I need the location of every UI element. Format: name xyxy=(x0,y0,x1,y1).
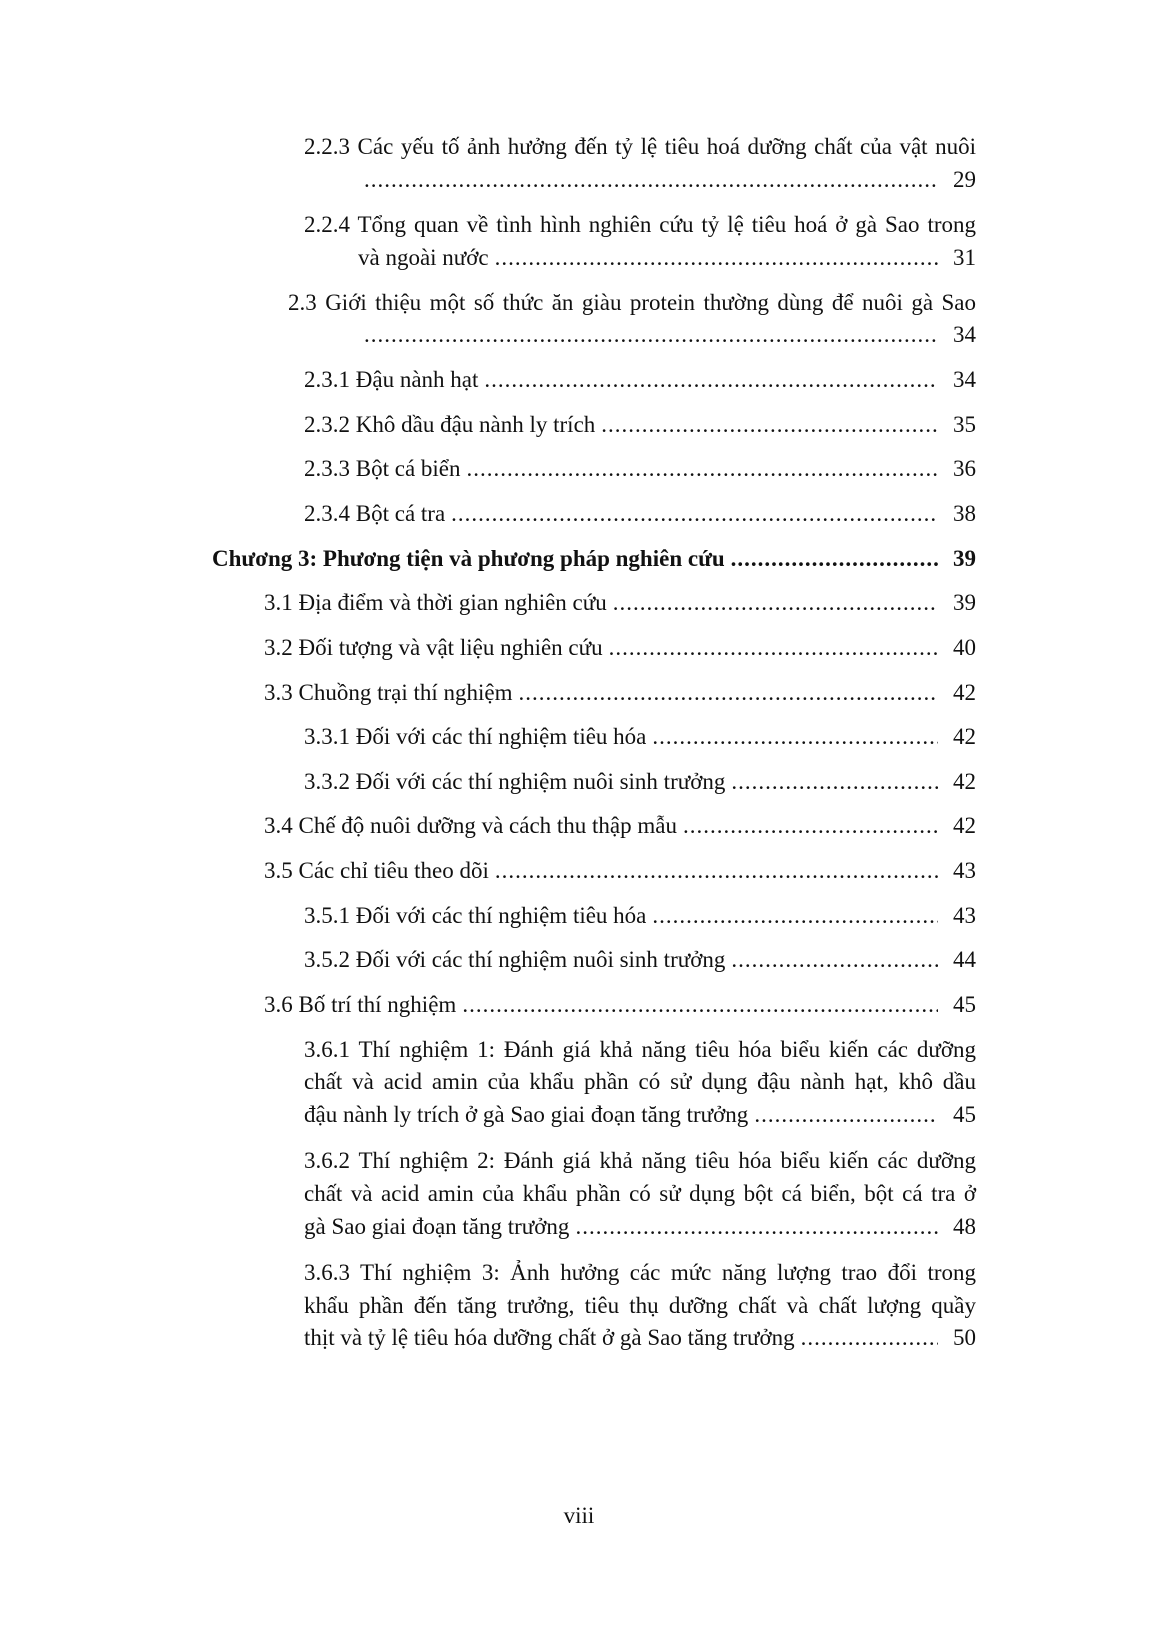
toc-entry-2-3-leader-line xyxy=(358,319,976,351)
toc-entry-3-4 xyxy=(264,810,976,842)
dot-leader xyxy=(495,855,938,887)
entry-text: gà Sao giai đoạn tăng trưởng xyxy=(304,1214,570,1239)
toc-entry-2-3-1 xyxy=(304,364,976,396)
toc-entry-3-6-3-line2: khẩu phần đến tăng trưởng, tiêu thụ dưỡng chất và chất lượng quầy xyxy=(304,1293,976,1318)
entry-text: 2.3.1 Đậu nành hạt xyxy=(304,367,479,392)
dot-leader xyxy=(519,677,938,709)
page-number: 36 xyxy=(953,456,976,481)
dot-leader xyxy=(652,900,938,932)
dot-leader xyxy=(462,989,938,1021)
dot-leader xyxy=(683,810,938,842)
dot-leader xyxy=(364,164,938,196)
toc-entry-3-6-3-line1: 3.6.3 Thí nghiệm 3: Ảnh hưởng các mức năng lượng trao đổi trong xyxy=(304,1260,976,1285)
entry-text: 2.3.4 Bột cá tra xyxy=(304,501,446,526)
footer-page-number: viii xyxy=(563,1503,595,1528)
toc-entry-2-3-2 xyxy=(304,409,976,441)
dot-leader xyxy=(364,319,938,351)
toc-entry-3-3 xyxy=(264,677,976,709)
toc-entry-3-5-1 xyxy=(304,900,976,932)
toc-entry-2-2-4-line2 xyxy=(358,242,976,274)
entry-text: 3.3.1 Đối với các thí nghiệm tiêu hóa xyxy=(304,724,647,749)
page-number: 40 xyxy=(953,635,976,660)
dot-leader xyxy=(467,453,939,485)
toc-entry-3-3-1 xyxy=(304,721,976,753)
dot-leader xyxy=(613,587,938,619)
entry-text: 2.3.3 Bột cá biển xyxy=(304,456,461,481)
dot-leader xyxy=(601,409,938,441)
dot-leader xyxy=(731,766,938,798)
toc-entry-3-1 xyxy=(264,587,976,619)
dot-leader xyxy=(652,721,938,753)
toc-entry-3-5 xyxy=(264,855,976,887)
toc-entry-3-6-2-line1: 3.6.2 Thí nghiệm 2: Đánh giá khả năng tiêu hóa biểu kiến các dưỡng xyxy=(304,1148,976,1173)
toc-entry-2-3-line1: 2.3 Giới thiệu một số thức ăn giàu protein thường dùng để nuôi gà Sao xyxy=(288,290,976,315)
page-number: 44 xyxy=(953,947,976,972)
page-number: 45 xyxy=(953,1102,976,1127)
toc-entry-3-3-2 xyxy=(304,766,976,798)
entry-text: 3.5.1 Đối với các thí nghiệm tiêu hóa xyxy=(304,903,647,928)
toc-entry-3-6-1-line1: 3.6.1 Thí nghiệm 1: Đánh giá khả năng tiêu hóa biểu kiến các dưỡng xyxy=(304,1037,976,1062)
page-number: 31 xyxy=(953,245,976,270)
page-number: 42 xyxy=(953,813,976,838)
entry-text: thịt và tỷ lệ tiêu hóa dưỡng chất ở gà Sao tăng trưởng xyxy=(304,1325,795,1350)
dot-leader xyxy=(495,242,938,274)
page-number: 42 xyxy=(953,724,976,749)
toc-entry-2-2-3-leader-line xyxy=(358,164,976,196)
entry-text: 2.3.2 Khô dầu đậu nành ly trích xyxy=(304,412,596,437)
toc-entry-2-2-3-line1: 2.2.3 Các yếu tố ảnh hưởng đến tỷ lệ tiêu hoá dưỡng chất của vật nuôi xyxy=(304,134,976,159)
dot-leader xyxy=(801,1322,938,1354)
page-number: 39 xyxy=(953,590,976,615)
page-number: 35 xyxy=(953,412,976,437)
toc-entry-2-3-3 xyxy=(304,453,976,485)
page-number: 43 xyxy=(953,858,976,883)
dot-leader xyxy=(575,1211,938,1243)
page-number: 43 xyxy=(953,903,976,928)
toc-entry-3-6 xyxy=(264,989,976,1021)
page-number: 29 xyxy=(953,167,976,192)
toc-entry-3-6-2-line2: chất và acid amin của khẩu phần có sử dụng bột cá biển, bột cá tra ở xyxy=(304,1181,976,1206)
dot-leader xyxy=(731,543,938,575)
dot-leader xyxy=(754,1099,938,1131)
dot-leader xyxy=(609,632,938,664)
dot-leader xyxy=(451,498,938,530)
page-number: 50 xyxy=(953,1325,976,1350)
toc-entry-3-6-1-line2: chất và acid amin của khẩu phần có sử dụng đậu nành hạt, khô dầu xyxy=(304,1069,976,1094)
toc-entry-3-6-3-line3 xyxy=(304,1322,976,1354)
entry-text: 3.4 Chế độ nuôi dưỡng và cách thu thập mẫu xyxy=(264,813,677,838)
chapter-title: Chương 3: Phương tiện và phương pháp nghiên cứu xyxy=(212,546,725,571)
page-number: 42 xyxy=(953,769,976,794)
dot-leader xyxy=(484,364,938,396)
entry-text: và ngoài nước xyxy=(358,245,489,270)
page-number: 48 xyxy=(953,1214,976,1239)
entry-text: 3.3.2 Đối với các thí nghiệm nuôi sinh trưởng xyxy=(304,769,726,794)
entry-text: đậu nành ly trích ở gà Sao giai đoạn tăng trưởng xyxy=(304,1102,749,1127)
dot-leader xyxy=(731,944,938,976)
toc-entry-3-5-2 xyxy=(304,944,976,976)
page-number: 34 xyxy=(953,322,976,347)
toc-entry-3-6-2-line3 xyxy=(304,1211,976,1243)
entry-text: 3.2 Đối tượng và vật liệu nghiên cứu xyxy=(264,635,603,660)
toc-entry-2-2-4-line1: 2.2.4 Tổng quan về tình hình nghiên cứu tỷ lệ tiêu hoá ở gà Sao trong xyxy=(304,212,976,237)
entry-text: 3.6 Bố trí thí nghiệm xyxy=(264,992,457,1017)
page-number: 34 xyxy=(953,367,976,392)
page-number: 45 xyxy=(953,992,976,1017)
entry-text: 3.1 Địa điểm và thời gian nghiên cứu xyxy=(264,590,607,615)
page-number: 42 xyxy=(953,680,976,705)
entry-text: 3.5.2 Đối với các thí nghiệm nuôi sinh trưởng xyxy=(304,947,726,972)
entry-text: 3.5 Các chỉ tiêu theo dõi xyxy=(264,858,489,883)
toc-entry-3-2 xyxy=(264,632,976,664)
toc-entry-2-3-4 xyxy=(304,498,976,530)
entry-text: 3.3 Chuồng trại thí nghiệm xyxy=(264,680,513,705)
page-number: 39 xyxy=(953,546,976,571)
toc-entry-3-6-1-line3 xyxy=(304,1099,976,1131)
toc-chapter-3 xyxy=(212,543,976,575)
page-number: 38 xyxy=(953,501,976,526)
